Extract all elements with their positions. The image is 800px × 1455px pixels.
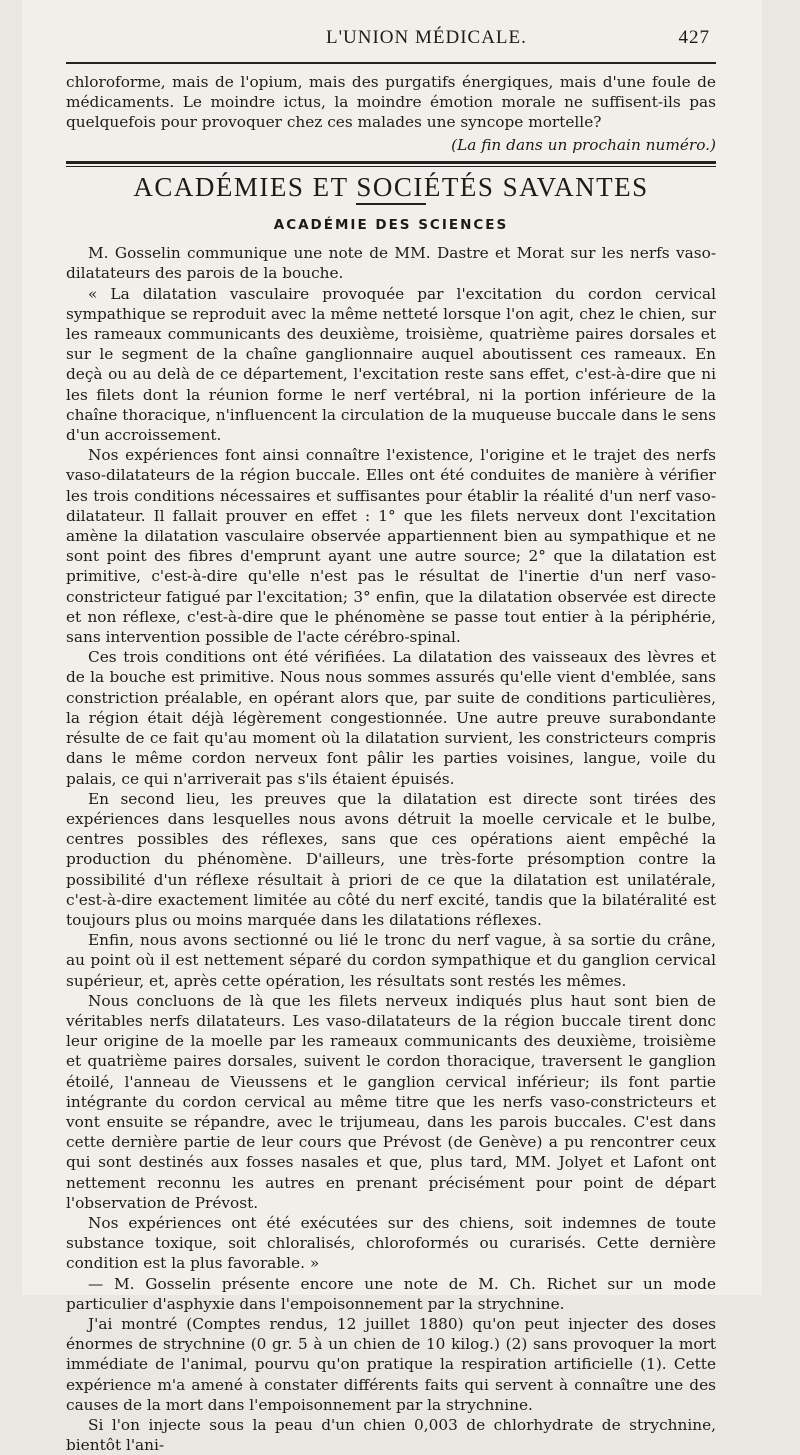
title-underline [356, 203, 426, 205]
body-paragraph: Nos expériences font ainsi connaître l'existence, l'origine et le trajet des nerfs vaso-dilatateurs de la région buccale. Elles ont été conduites de manière à vérifier les trois conditions nécessaires et suffisantes pour établir la réalité d'un nerf vaso-dilatateur. Il fallait prouver en effet : 1° que les filets nerveux dont l'excitation amène la dilatation vasculaire observée appartiennent bien au sympathique et ne sont point des fibres d'emprunt ayant une autre source; 2° que la dilatation est primitive, c'est-à-dire qu'elle n'est pas le résultat de l'inertie d'un nerf vaso-constricteur fatigué par l'excitation; 3° enfin, que la dilatation observée est directe et non réflexe, c'est-à-dire que le phénomène se passe tout entier à la périphérie, sans intervention possible de l'acte cérébro-spinal. [66, 446, 716, 647]
body-paragraph: — M. Gosselin présente encore une note de M. Ch. Richet sur un mode particulier d'asphyxie dans l'empoisonnement par la strychnine. [66, 1274, 716, 1313]
body-paragraph: Nos expériences ont été exécutées sur des chiens, soit indemnes de toute substance toxique, soit chloralisés, chloroformés ou curarisés. Cette dernière condition est la plus favorable. » [66, 1213, 716, 1273]
section-title: ACADÉMIES ET SOCIÉTÉS SAVANTES [133, 171, 649, 202]
section-divider [66, 161, 716, 167]
body-paragraph: Nous concluons de là que les filets nerveux indiqués plus haut sont bien de véritables nerfs dilatateurs. Les vaso-dilatateurs de la région buccale tirent donc leur origine de la moelle par les rameaux communicants des deuxième, troisième et quatrième paires dorsales, suivent le cordon thoracique, traversent le ganglion étoilé, l'anneau de Vieussens et le ganglion cervical inférieur; ils font partie intégrante du cordon cervical au même titre que les nerfs vaso-constricteurs et vont ensuite se répandre, avec le trijumeau, dans les parois buccales. C'est dans cette dernière partie de leur cours que Prévost (de Genève) a pu rencontrer ceux qui sont destinés aux fosses nasales et que, plus tard, MM. Jolyet et Lafont ont nettement reconnu les autres en prenant précisément pour point de départ l'observation de Prévost. [66, 991, 716, 1212]
intro-paragraph: chloroforme, mais de l'opium, mais des purgatifs énergiques, mais d'une foule de médicaments. Le moindre ictus, la moindre émotion morale ne suffisent-ils pas quelquefois pour provoquer chez ces malades une syncope mortelle? [66, 73, 716, 132]
section-subtitle: ACADÉMIE DES SCIENCES [273, 217, 509, 234]
journal-title: L'UNION MÉDICALE. [326, 27, 527, 48]
body-paragraph: En second lieu, les preuves que la dilatation est directe sont tirées des expériences dans lesquelles nous avons détruit la moelle cervicale et le bulbe, centres possibles des réflexes, sans que ces opérations aient empêché la production du phénomène. D'ailleurs, une très-forte présomption contre la possibilité d'un réflexe résultait à priori de ce que la dilatation est unilatérale, c'est-à-dire exactement limitée au côté du nerf excité, tandis que la bilatéralité est toujours plus ou moins marquée dans les dilatations réflexes. [66, 789, 716, 929]
body-paragraph: Enfin, nous avons sectionné ou lié le tronc du nerf vague, à sa sortie du crâne, au point où il est nettement séparé du cordon sympathique et du ganglion cervical supérieur, et, après cette opération, les résultats sont restés les mêmes. [66, 931, 716, 990]
body-paragraph: Si l'on injecte sous la peau d'un chien 0,003 de chlorhydrate de strychnine, bientôt l'ani- [66, 1416, 716, 1455]
body-paragraph: Ces trois conditions ont été vérifiées. La dilatation des vaisseaux des lèvres et de la bouche est primitive. Nous nous sommes assurés qu'elle vient d'emblée, sans constriction préalable, en opérant alors que, par suite de conditions particulières, la région était déjà légèrement congestionnée. Une autre preuve surabondante résulte de ce fait qu'au moment où la dilatation survient, les constricteurs compris dans le même cordon nerveux font pâlir les parties voisines, langue, voile du palais, ce qui n'arriverait pas s'ils étaient épuisés. [66, 648, 716, 788]
running-header [66, 28, 716, 58]
page-number: 427 [678, 27, 710, 48]
body-paragraph: M. Gosselin communique une note de MM. Dastre et Morat sur les nerfs vaso-dilatateurs des parois de la bouche. [66, 244, 716, 283]
continuation-note: (La fin dans un prochain numéro.) [451, 135, 716, 154]
body-paragraph: « La dilatation vasculaire provoquée par l'excitation du cordon cervical sympathique se reproduit avec la même netteté lorsque l'on agit, chez le chien, sur les rameaux communicants des deuxième, troisième, quatrième paires dorsales et sur le segment de la chaîne ganglionnaire auquel aboutissent ces rameaux. En deçà ou au delà de ce département, l'excitation reste sans effet, c'est-à-dire que ni les filets dont la réunion forme le nerf vertébral, ni la portion inférieure de la chaîne thoracique, n'influencent la circulation de la muqueuse buccale dans le sens d'un accroissement. [66, 284, 716, 445]
header-rule [66, 62, 716, 64]
body-paragraph: J'ai montré (Comptes rendus, 12 juillet 1880) qu'on peut injecter des doses énormes de strychnine (0 gr. 5 à un chien de 10 kilog.) (2) sans provoquer la mort immédiate de l'animal, pourvu qu'on pratique la respiration artificielle (1). Cette expérience m'a amené à constater différents faits qui servent à connaître une des causes de la mort dans l'empoisonnement par la strychnine. [66, 1314, 716, 1414]
document-page [22, 0, 762, 1455]
